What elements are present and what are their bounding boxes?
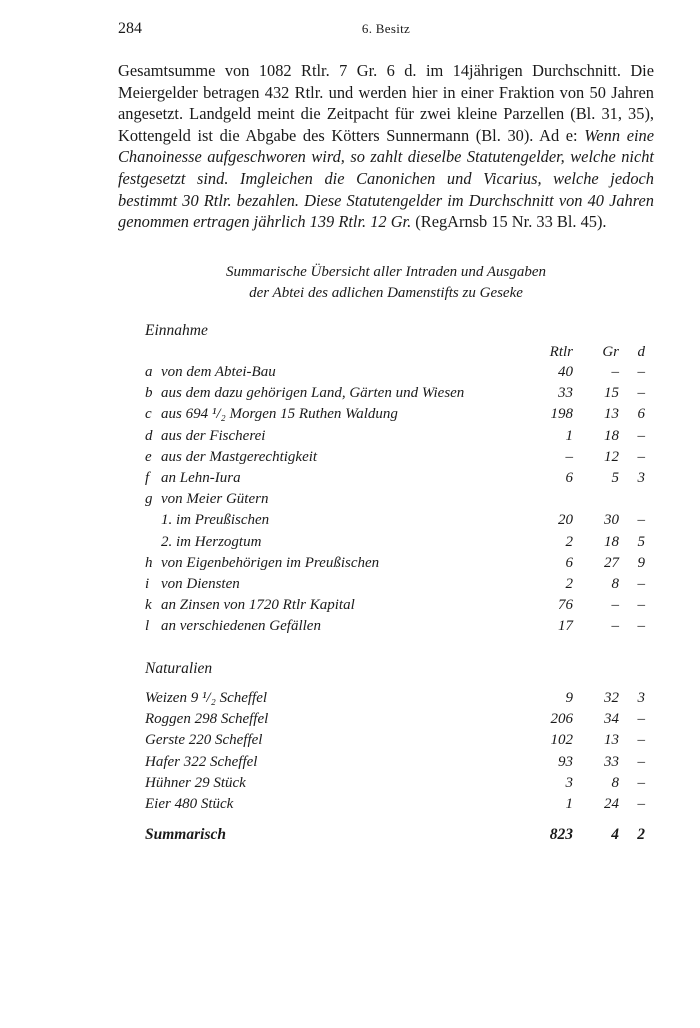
row-label: von Meier Gütern xyxy=(161,491,269,508)
income-row xyxy=(145,576,645,597)
row-letter: h xyxy=(145,554,153,571)
intro-text: Gesamtsumme von 1082 Rtlr. 7 Gr. 6 d. im 14jährigen Durchschnitt. Die Meiergelder betragen 432 Rtlr. und werden hier in einer Fraktion von 50 Jahren angesetzt. Landgeld meint die Zeitpacht für zwei kleine Parzellen (Bl. 31, 35), Kottengeld ist die Abgabe des Kötters Sunnermann (Bl. 30). Ad e: xyxy=(118,61,654,145)
cell-d: – xyxy=(637,774,645,791)
cell-rtlr: 198 xyxy=(550,406,573,423)
income-row xyxy=(145,385,645,406)
total-label: Summarisch xyxy=(145,826,226,843)
cell-gr: 12 xyxy=(604,448,619,465)
cell-gr: 5 xyxy=(611,469,619,486)
income-row xyxy=(145,618,645,639)
cell-d: 9 xyxy=(637,554,645,571)
cell-gr: 13 xyxy=(604,732,619,749)
row-label: an verschiedenen Gefällen xyxy=(161,618,321,635)
cell-rtlr: – xyxy=(565,448,573,465)
cell-gr: 18 xyxy=(604,427,619,444)
cell-gr: 24 xyxy=(604,795,619,812)
cell-d: – xyxy=(637,448,645,465)
cell-gr: 15 xyxy=(604,385,619,402)
row-letter: e xyxy=(145,448,152,465)
income-row xyxy=(145,428,645,449)
cell-rtlr: 9 xyxy=(565,690,573,706)
cell-d: – xyxy=(637,795,645,812)
cell-rtlr: 3 xyxy=(565,774,573,791)
cell-rtlr: 1 xyxy=(565,427,573,444)
row-label: von dem Abtei-Bau xyxy=(161,364,276,380)
cell-d: 6 xyxy=(637,406,645,423)
cell-gr: – xyxy=(611,364,619,380)
naturalia-row xyxy=(145,796,645,817)
running-title: 6. Besitz xyxy=(361,21,411,36)
naturalia-row xyxy=(145,754,645,775)
row-label: aus der Fischerei xyxy=(161,427,266,444)
naturalia-row xyxy=(145,775,645,796)
row-label: aus 694 ¹/₂ Morgen 15 Ruthen Waldung xyxy=(161,406,398,423)
income-row xyxy=(145,491,645,512)
cell-gr: 27 xyxy=(604,554,619,571)
cell-gr: – xyxy=(611,618,619,635)
row-letter: i xyxy=(145,575,150,592)
naturalia-table xyxy=(145,690,645,817)
section-income-heading: Einnahme xyxy=(145,322,208,339)
row-label: Hühner 29 Stück xyxy=(145,774,246,791)
income-row xyxy=(145,406,645,427)
cell-d: 3 xyxy=(637,469,645,486)
row-label: aus dem dazu gehörigen Land, Gärten und Wiesen xyxy=(161,385,465,402)
cell-rtlr: 1 xyxy=(565,795,573,812)
cell-d: – xyxy=(637,753,645,770)
section-naturalia-heading: Naturalien xyxy=(145,660,213,677)
cell-rtlr: 206 xyxy=(550,711,573,728)
cell-d: – xyxy=(637,732,645,749)
cell-rtlr: 17 xyxy=(558,618,573,635)
row-label: 2. im Herzogtum xyxy=(161,533,262,550)
cell-d: – xyxy=(637,385,645,402)
income-row xyxy=(145,449,645,470)
row-label: Eier 480 Stück xyxy=(145,795,234,812)
total-rtlr: 823 xyxy=(549,826,573,843)
row-letter: c xyxy=(145,406,152,423)
total-row xyxy=(145,826,645,848)
row-letter: k xyxy=(145,597,152,614)
cell-gr: 8 xyxy=(611,774,619,791)
column-header-row xyxy=(145,344,645,364)
cell-rtlr: 20 xyxy=(558,512,573,529)
cell-d: – xyxy=(637,364,645,380)
table-title-line2: der Abtei des adlichen Damenstifts zu Geseke xyxy=(249,285,523,301)
row-label: von Eigenbehörigen im Preußischen xyxy=(161,554,380,571)
cell-rtlr: 93 xyxy=(558,753,573,770)
intro-citation: (RegArnsb 15 Nr. 33 Bl. 45). xyxy=(411,212,607,232)
cell-rtlr: 6 xyxy=(565,469,573,486)
row-letter: g xyxy=(145,491,153,508)
row-letter: a xyxy=(145,364,153,380)
income-row xyxy=(145,512,645,533)
cell-d: – xyxy=(637,711,645,728)
cell-d: – xyxy=(637,575,645,592)
col-header-rtlr: Rtlr xyxy=(549,344,573,360)
income-row xyxy=(145,555,645,576)
cell-rtlr: 76 xyxy=(558,597,573,614)
intro-quote: Wenn eine Chanoinesse aufgeschworen wird, so zahlt dieselbe Statutengelder, welche nicht festgesetzt sind. Imgleichen die Canonichen und Vicarius, welche jedoch bestimmt 30 Rtlr. bezahlen. Diese Statutengelder im Durchschnitt von 40 Jahren genommen ertragen jährlich 139 Rtlr. 12 Gr. xyxy=(118,125,654,232)
income-row xyxy=(145,470,645,491)
naturalia-row xyxy=(145,690,645,711)
cell-d: – xyxy=(637,512,645,529)
row-label: aus der Mastgerechtigkeit xyxy=(161,448,318,465)
row-label: Roggen 298 Scheffel xyxy=(145,711,269,728)
row-label: Hafer 322 Scheffel xyxy=(145,753,258,770)
row-letter: l xyxy=(145,618,150,635)
row-label: an Lehn-Iura xyxy=(161,469,241,486)
cell-rtlr: 2 xyxy=(565,575,573,592)
total-gr: 4 xyxy=(611,826,619,843)
row-label: an Zinsen von 1720 Rtlr Kapital xyxy=(161,597,355,614)
cell-gr: 32 xyxy=(604,690,619,706)
table-title-line1: Summarische Übersicht aller Intraden und Ausgaben xyxy=(225,264,547,280)
cell-gr: – xyxy=(611,597,619,614)
row-letter: d xyxy=(145,427,153,444)
col-header-gr: Gr xyxy=(602,344,619,360)
row-letter: b xyxy=(145,385,153,402)
cell-d: – xyxy=(637,618,645,635)
cell-rtlr: 33 xyxy=(558,385,573,402)
page-number: 284 xyxy=(118,20,142,37)
row-label: 1. im Preußischen xyxy=(161,512,270,529)
cell-d: – xyxy=(637,597,645,614)
cell-gr: 34 xyxy=(604,711,619,728)
col-header-d: d xyxy=(637,344,645,360)
cell-gr: 8 xyxy=(611,575,619,592)
row-label: von Diensten xyxy=(161,575,240,592)
cell-gr: 33 xyxy=(604,753,619,770)
cell-d: 5 xyxy=(637,533,645,550)
income-row xyxy=(145,534,645,555)
naturalia-row xyxy=(145,732,645,753)
row-label: Weizen 9 ¹/₂ Scheffel xyxy=(145,690,268,706)
intro-paragraph xyxy=(118,60,654,233)
income-row xyxy=(145,597,645,618)
cell-d: 3 xyxy=(637,690,645,706)
total-d: 2 xyxy=(637,826,645,843)
row-letter: f xyxy=(145,469,150,486)
cell-d: – xyxy=(637,427,645,444)
income-table xyxy=(145,344,645,639)
row-label: Gerste 220 Scheffel xyxy=(145,732,263,749)
page-header xyxy=(118,20,654,44)
naturalia-row xyxy=(145,711,645,732)
income-row xyxy=(145,364,645,385)
cell-gr: 13 xyxy=(604,406,619,423)
cell-rtlr: 6 xyxy=(565,554,573,571)
cell-gr: 30 xyxy=(604,512,619,529)
cell-gr: 18 xyxy=(604,533,619,550)
cell-rtlr: 2 xyxy=(565,533,573,550)
cell-rtlr: 40 xyxy=(558,364,573,380)
cell-rtlr: 102 xyxy=(550,732,573,749)
